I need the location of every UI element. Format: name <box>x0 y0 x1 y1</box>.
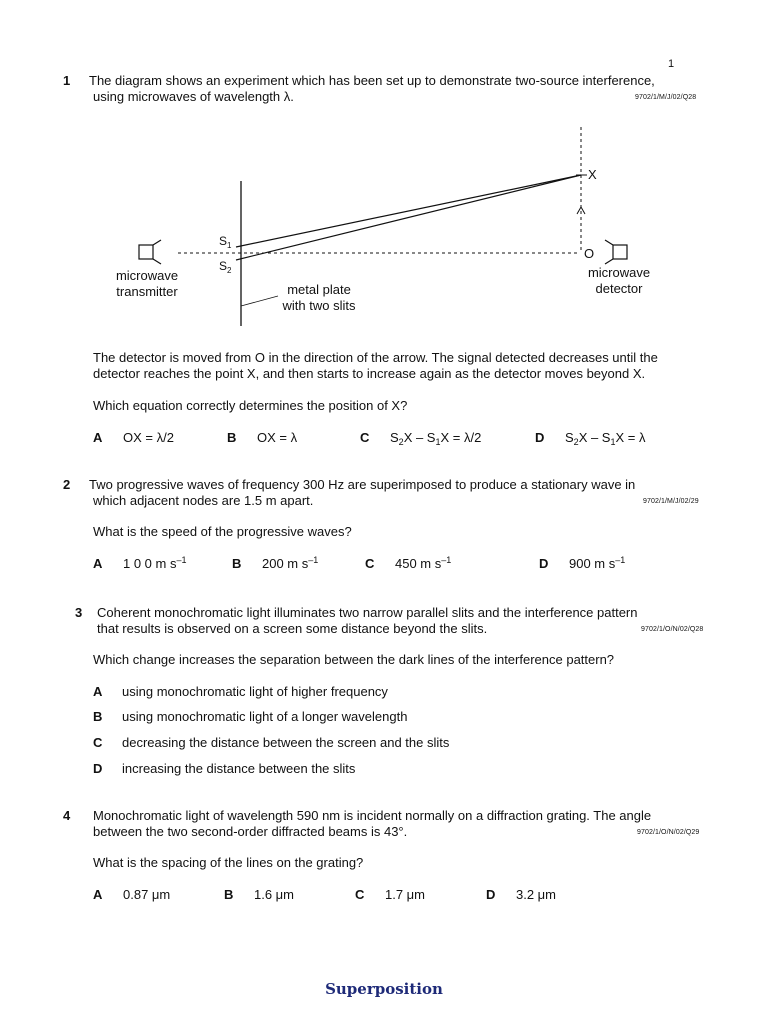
q4-option-c-letter[interactable]: C <box>355 887 365 902</box>
question-4-reference: 9702/1/O/N/02/Q29 <box>637 829 700 836</box>
q4-option-b-letter[interactable]: B <box>224 887 234 902</box>
ray-s1-x <box>236 175 581 247</box>
q1-option-b-text[interactable]: OX = λ <box>257 430 298 445</box>
question-4-line-2: between the two second-order diffracted beams is 43°. <box>93 824 408 839</box>
question-3-prompt: Which change increases the separation between the dark lines of the interference pattern? <box>93 652 615 667</box>
q2-option-d-text[interactable]: 900 m $s^{-1}$ <box>569 555 626 571</box>
q4-option-d-letter[interactable]: D <box>486 887 496 902</box>
q1-option-c-letter[interactable]: C <box>360 430 370 445</box>
q3-option-c-letter[interactable]: C <box>93 735 103 750</box>
question-2-line-2: which adjacent nodes are 1.5 m apart. <box>93 493 314 508</box>
q1-option-a-text[interactable]: OX = λ/2 <box>123 430 174 445</box>
q4-option-a-text[interactable]: 0.87 μm <box>123 887 171 902</box>
q1-option-c-text[interactable]: $S_2X - S_1X = \lambda/2$ <box>390 430 482 447</box>
question-2-line-1: Two progressive waves of frequency 300 Hz are superimposed to produce a stationary wave in <box>89 477 636 492</box>
label-s2: $S_2$ <box>219 259 232 275</box>
q1-option-d-letter[interactable]: D <box>535 430 545 445</box>
q3-option-b-text[interactable]: using monochromatic light of a longer wavelength <box>122 709 408 724</box>
question-4-line-1: Monochromatic light of wavelength 590 nm is incident normally on a diffraction grating. The angle <box>93 808 652 823</box>
page-footer-title: Superposition <box>325 980 443 998</box>
plate-label-1: metal plate <box>287 282 351 297</box>
detector-label-1: microwave <box>587 265 651 280</box>
question-1-para-line-1: The detector is moved from O in the direction of the arrow. The signal detected decreases until the <box>93 350 658 365</box>
transmitter-label-2: transmitter <box>116 284 178 299</box>
question-1-prompt: Which equation correctly determines the position of X? <box>93 398 408 413</box>
q3-option-c-text[interactable]: decreasing the distance between the screen and the slits <box>122 735 450 750</box>
q2-option-c-text[interactable]: 450 m $s^{-1}$ <box>395 555 452 571</box>
label-x: X <box>588 167 597 182</box>
q4-option-c-text[interactable]: 1.7 μm <box>385 887 426 902</box>
question-3-number: 3 <box>75 605 83 620</box>
q2-option-a-letter[interactable]: A <box>93 556 103 571</box>
q3-option-d-text[interactable]: increasing the distance between the slits <box>122 761 356 776</box>
q2-option-b-text[interactable]: 200 m $s^{-1}$ <box>262 555 319 571</box>
q4-option-d-text[interactable]: 3.2 μm <box>516 887 557 902</box>
question-4-number: 4 <box>63 808 71 823</box>
q3-option-d-letter[interactable]: D <box>93 761 103 776</box>
q2-option-b-letter[interactable]: B <box>232 556 242 571</box>
microwave-detector-icon <box>605 240 627 264</box>
q3-option-b-letter[interactable]: B <box>93 709 103 724</box>
label-s1: $S_1$ <box>219 234 232 250</box>
question-3-line-2: that results is observed on a screen some distance beyond the slits. <box>97 621 488 636</box>
ray-s2-x <box>236 175 581 260</box>
q4-option-b-text[interactable]: 1.6 μm <box>254 887 295 902</box>
question-1-line-1: The diagram shows an experiment which has been set up to demonstrate two-source interference, <box>89 73 655 88</box>
q1-option-d-text[interactable]: $S_2X - S_1X = \lambda$ <box>565 430 646 447</box>
question-1-para-line-2: detector reaches the point X, and then starts to increase again as the detector moves beyond X. <box>93 366 646 381</box>
question-2-prompt: What is the speed of the progressive waves? <box>93 524 352 539</box>
detector-label-2: detector <box>595 281 643 296</box>
question-3-reference: 9702/1/O/N/02/Q28 <box>641 626 704 633</box>
question-2-number: 2 <box>63 477 71 492</box>
transmitter-label-1: microwave <box>115 268 179 283</box>
q2-option-a-text[interactable]: 1 0 0 m $s^{-1}$ <box>123 555 187 571</box>
microwave-transmitter-icon <box>139 240 161 264</box>
q2-option-d-letter[interactable]: D <box>539 556 549 571</box>
q2-option-c-letter[interactable]: C <box>365 556 375 571</box>
question-1-reference: 9702/1/M/J/02/Q28 <box>635 94 697 101</box>
plate-label-2: with two slits <box>282 298 356 313</box>
question-2-reference: 9702/1/M/J/02/29 <box>643 498 699 505</box>
q4-option-a-letter[interactable]: A <box>93 887 103 902</box>
question-1-line-2: using microwaves of wavelength λ. <box>93 89 294 104</box>
label-o: O <box>584 246 595 261</box>
q3-option-a-text[interactable]: using monochromatic light of higher frequency <box>122 684 388 699</box>
page-number: 1 <box>668 58 675 70</box>
q3-option-a-letter[interactable]: A <box>93 684 103 699</box>
interference-diagram <box>0 120 768 335</box>
question-4-prompt: What is the spacing of the lines on the grating? <box>93 855 364 870</box>
q1-option-a-letter[interactable]: A <box>93 430 103 445</box>
question-1-number: 1 <box>63 73 71 88</box>
q1-option-b-letter[interactable]: B <box>227 430 237 445</box>
question-3-line-1: Coherent monochromatic light illuminates two narrow parallel slits and the interference pattern <box>97 605 638 620</box>
